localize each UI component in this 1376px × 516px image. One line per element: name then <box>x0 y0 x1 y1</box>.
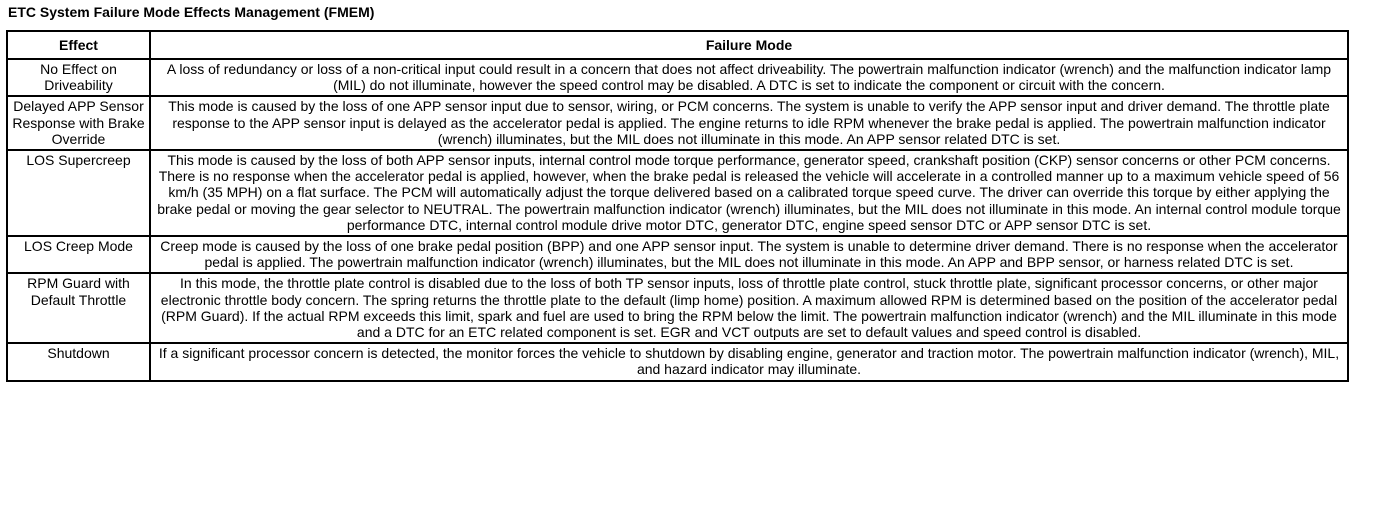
effect-cell: RPM Guard with Default Throttle <box>7 273 150 343</box>
fmem-table <box>6 30 1349 382</box>
failure-mode-cell: This mode is caused by the loss of one APP sensor input due to sensor, wiring, or PCM concerns. The system is unable to verify the APP sensor input and driver demand. The throttle plate response to the APP sensor input is delayed as the accelerator pedal is applied. The engine returns to idle RPM whenever the brake pedal is applied. The powertrain malfunction indicator (wrench) illuminates, but the MIL does not illuminate in this mode. An APP sensor related DTC is set. <box>150 96 1348 150</box>
table-row <box>7 150 1348 236</box>
page-title: ETC System Failure Mode Effects Management (FMEM) <box>8 4 375 20</box>
table-row <box>7 343 1348 380</box>
table-row <box>7 273 1348 343</box>
table-row <box>7 236 1348 273</box>
effect-cell: Shutdown <box>7 343 150 380</box>
effect-cell: LOS Creep Mode <box>7 236 150 273</box>
failure-mode-cell: Creep mode is caused by the loss of one brake pedal position (BPP) and one APP sensor input. The system is unable to determine driver demand. There is no response when the accelerator pedal is applied. The powertrain malfunction indicator (wrench) illuminates, but the MIL does not illuminate in this mode. An APP and BPP sensor, or harness related DTC is set. <box>150 236 1348 273</box>
failure-mode-cell: This mode is caused by the loss of both APP sensor inputs, internal control mode torque performance, generator speed, crankshaft position (CKP) sensor concerns or other PCM concerns. There is no response when the accelerator pedal is applied, however, when the brake pedal is released the vehicle will accelerate in a controlled manner up to a maximum vehicle speed of 56 km/h (35 MPH) on a flat surface. The PCM will automatically adjust the torque delivered based on a calibrated torque speed curve. The driver can override this torque by either applying the brake pedal or moving the gear selector to NEUTRAL. The powertrain malfunction indicator (wrench) illuminates, but the MIL does not illuminate in this mode. An internal control module torque performance DTC, internal control module drive motor DTC, generator DTC, engine speed sensor DTC or APP sensor DTC is set. <box>150 150 1348 236</box>
failure-mode-cell: A loss of redundancy or loss of a non-critical input could result in a concern that does not affect driveability. The powertrain malfunction indicator (wrench) and the malfunction indicator lamp (MIL) do not illuminate, however the speed control may be disabled. A DTC is set to indicate the component or circuit with the concern. <box>150 59 1348 96</box>
table-row <box>7 59 1348 96</box>
table-row <box>7 96 1348 150</box>
effect-cell: Delayed APP Sensor Response with Brake Override <box>7 96 150 150</box>
failure-mode-column-header: Failure Mode <box>150 31 1348 59</box>
failure-mode-cell: If a significant processor concern is detected, the monitor forces the vehicle to shutdown by disabling engine, generator and traction motor. The powertrain malfunction indicator (wrench), MIL, and hazard indicator may illuminate. <box>150 343 1348 380</box>
effect-column-header: Effect <box>7 31 150 59</box>
effect-cell: No Effect on Driveability <box>7 59 150 96</box>
table-header-row <box>7 31 1348 59</box>
failure-mode-cell: In this mode, the throttle plate control is disabled due to the loss of both TP sensor inputs, loss of throttle plate control, stuck throttle plate, significant processor concerns, or other major electronic throttle body concern. The spring returns the throttle plate to the default (limp home) position. A maximum allowed RPM is determined based on the position of the accelerator pedal (RPM Guard). If the actual RPM exceeds this limit, spark and fuel are used to bring the RPM below the limit. The powertrain malfunction indicator (wrench) and the MIL illuminate in this mode and a DTC for an ETC related component is set. EGR and VCT outputs are set to default values and speed control is disabled. <box>150 273 1348 343</box>
effect-cell: LOS Supercreep <box>7 150 150 236</box>
